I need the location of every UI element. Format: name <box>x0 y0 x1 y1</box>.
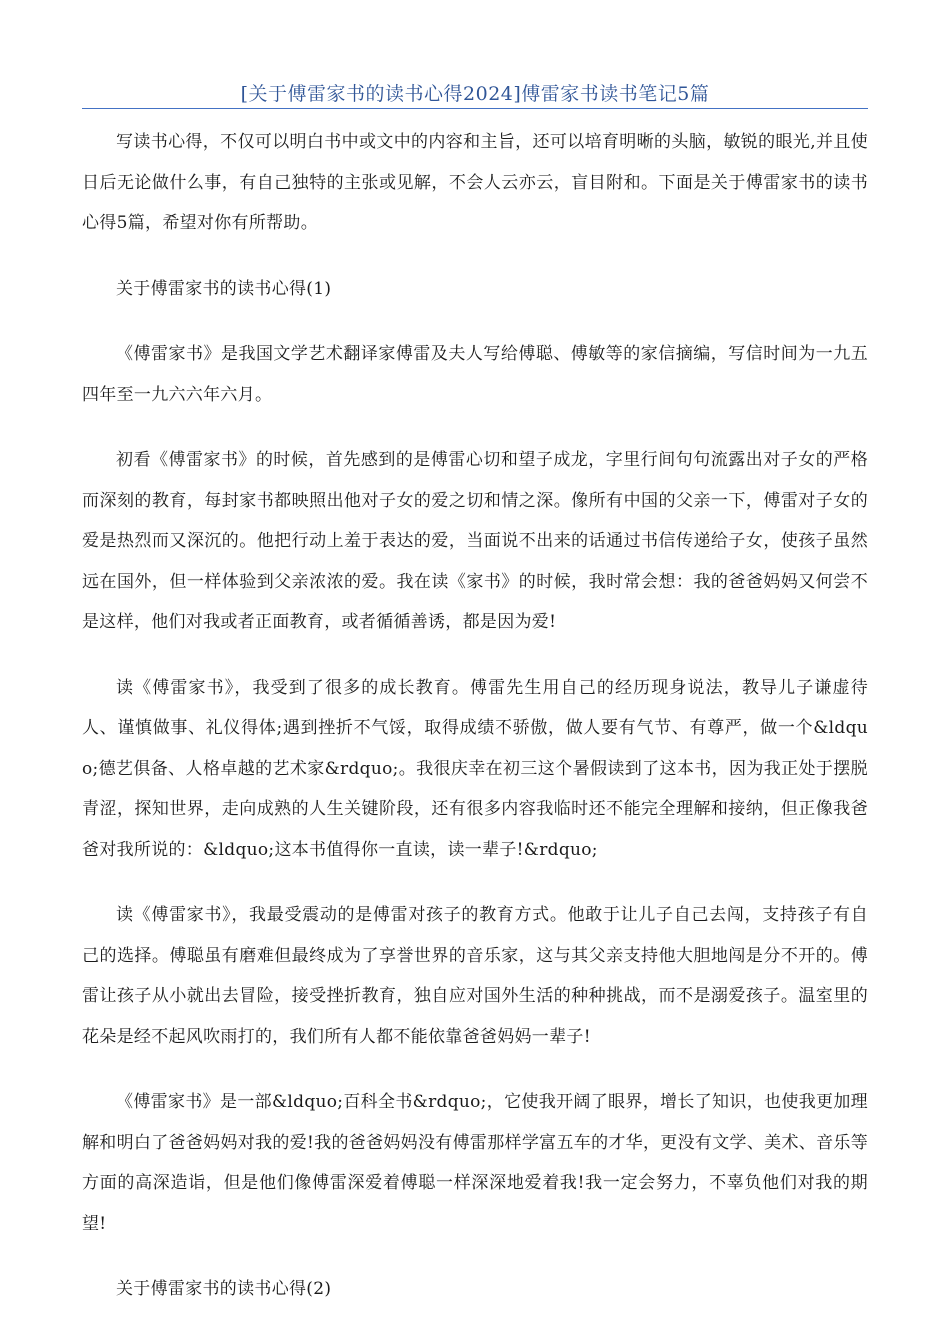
paragraph-book-intro: 《傅雷家书》是我国文学艺术翻译家傅雷及夫人写给傅聪、傅敏等的家信摘编，写信时间为一九五四年至一九六六年六月。 <box>82 344 868 405</box>
paragraph-first-impression: 初看《傅雷家书》的时候，首先感到的是傅雷心切和望子成龙，字里行间句句流露出对子女的严格而深刻的教育，每封家书都映照出他对子女的爱之切和情之深。像所有中国的父亲一下，傅雷对子女的爱是热烈而又深沉的。他把行动上羞于表达的爱，当面说不出来的话通过书信传递给子女，使孩子虽然远在国外，但一样体验到父亲浓浓的爱。我在读《家书》的时候，我时常会想：我的爸爸妈妈又何尝不是这样，他们对我或者正面教育，或者循循善诱，都是因为爱! <box>82 450 868 632</box>
paragraph-growth-education: 读《傅雷家书》，我受到了很多的成长教育。傅雷先生用自己的经历现身说法，教导儿子谦虚待人、谨慎做事、礼仪得体;遇到挫折不气馁，取得成绩不骄傲，做人要有气节、有尊严，做一个&ldquo;德艺俱备、人格卓越的艺术家&rdquo;。我很庆幸在初三这个暑假读到了这本书，因为我正处于摆脱青涩，探知世界，走向成熟的人生关键阶段，还有很多内容我临时还不能完全理解和接纳，但正像我爸爸对我所说的：&ldquo;这本书值得你一直读，读一辈子!&rdquo; <box>82 677 868 860</box>
document-body <box>82 122 868 1335</box>
intro-paragraph: 写读书心得，不仅可以明白书中或文中的内容和主旨，还可以培育明晰的头脑，敏锐的眼光,并且使日后无论做什么事，有自己独特的主张或见解，不会人云亦云，盲目附和。下面是关于傅雷家书的读书心得5篇，希望对你有所帮助。 <box>82 132 868 233</box>
section-heading-2: 关于傅雷家书的读书心得(2) <box>116 1279 332 1299</box>
section-heading-1: 关于傅雷家书的读书心得(1) <box>116 278 332 299</box>
paragraph-education-method: 读《傅雷家书》，我最受震动的是傅雷对孩子的教育方式。他敢于让儿子自己去闯，支持孩子有自己的选择。傅聪虽有磨难但最终成为了享誉世界的音乐家，这与其父亲支持他大胆地闯是分不开的。傅雷让孩子从小就出去冒险，接受挫折教育，独自应对国外生活的种种挑战，而不是溺爱孩子。温室里的花朵是经不起风吹雨打的，我们所有人都不能依靠爸爸妈妈一辈子! <box>82 905 868 1047</box>
title-underline <box>82 108 868 109</box>
document-title: [关于傅雷家书的读书心得2024]傅雷家书读书笔记5篇 <box>240 83 710 105</box>
paragraph-encyclopedia: 《傅雷家书》是一部&ldquo;百科全书&rdquo;，它使我开阔了眼界，增长了知识，也使我更加理解和明白了爸爸妈妈对我的爱!我的爸爸妈妈没有傅雷那样学富五车的才华，更没有文学、美术、音乐等方面的高深造诣，但是他们像傅雷深爱着傅聪一样深深地爱着我!我一定会努力，不辜负他们对我的期望! <box>82 1092 868 1234</box>
